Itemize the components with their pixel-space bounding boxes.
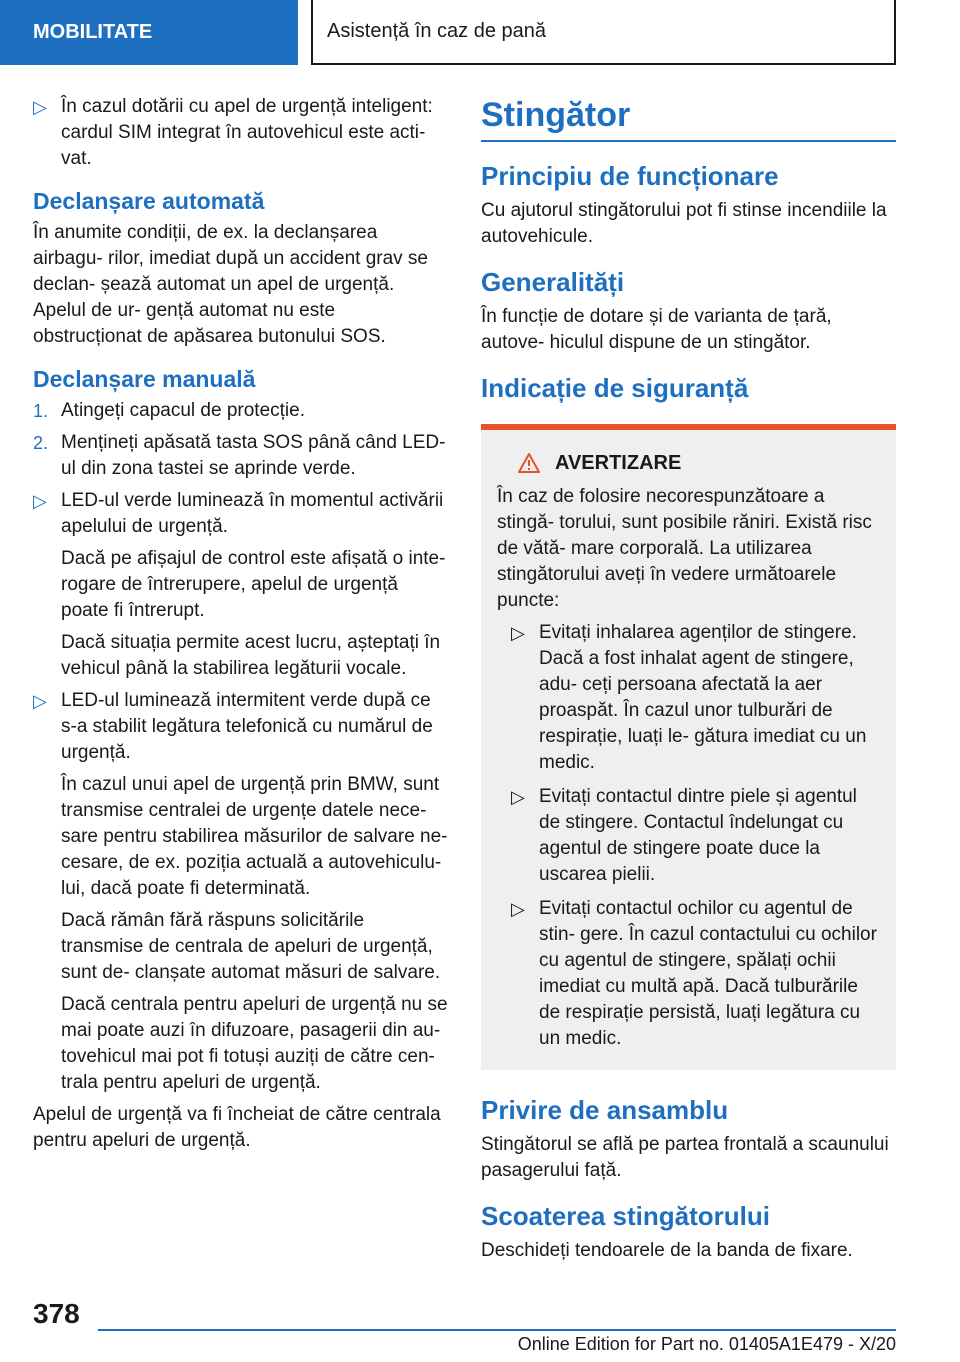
list-item: ▷ Evitați contactul dintre piele și agentul de stingere. Contactul îndelungat cu agentul de stingere poate duce la uscarea pielii. <box>511 786 857 885</box>
title-divider <box>481 140 896 142</box>
triangle-right-icon: ▷ <box>33 491 47 511</box>
list-subtext: În cazul unui apel de urgență prin BMW, sunt transmise centralei de urgențe datele nece- sare pentru stabilirea măsurilor de salvare ne- cesare, de ex. poziția actuală a autovehiculu- lui, dacă poate fi determinată. <box>61 774 448 899</box>
warning-title: AVERTIZARE <box>497 430 882 484</box>
overview-heading: Privire de ansamblu <box>481 1095 729 1125</box>
manual-heading: Declanșare manuală <box>33 366 256 392</box>
header-chapter <box>311 0 896 65</box>
footer-edition: Online Edition for Part no. 01405A1E479 - X/20 <box>517 1334 896 1354</box>
list-subtext: Dacă centrala pentru apeluri de urgență nu se mai poate auzi în difuzoare, pasagerii din au- tovehicul mai pot fi totuși auziți de către cen- trala pentru apeluri de urgență. <box>61 994 448 1093</box>
removal-text: Deschideți tendoarele de la banda de fixare. <box>481 1240 853 1261</box>
list-item: ▷ LED-ul luminează intermitent verde după ce s-a stabilit legătura telefonică cu numărul de urgență. <box>33 690 433 763</box>
safety-heading: Indicație de siguranță <box>481 373 749 403</box>
warning-text: În caz de folosire necorespunzătoare a stingă- torului, sunt posibile răniri. Există risc de vătă- mare corporală. La utilizarea stingătorului aveți în vedere următoarele puncte: <box>497 486 872 611</box>
step-2: 2. Mențineți apăsată tasta SOS până când LED- ul din zona tastei se aprinde verde. <box>33 432 446 479</box>
overview-text: Stingătorul se află pe partea frontală a scaunului pasagerului față. <box>481 1134 889 1181</box>
auto-heading: Declanșare automată <box>33 188 265 214</box>
list-subtext: Dacă situația permite acest lucru, așteptați în vehicul până la stabilirea legăturii vocale. <box>61 632 441 679</box>
list-item: ▷ În cazul dotării cu apel de urgență inteligent: cardul SIM integrat în autovehicul este acti- vat. <box>33 96 433 169</box>
closing-text: Apelul de urgență va fi încheiat de către centrala pentru apeluri de urgență. <box>33 1104 441 1151</box>
step-1: 1. Atingeți capacul de protecție. <box>33 398 448 424</box>
triangle-right-icon: ▷ <box>33 97 47 117</box>
triangle-right-icon: ▷ <box>33 691 47 711</box>
list-item: ▷ LED-ul verde luminează în momentul activării apelului de urgență. <box>33 490 444 537</box>
warning-triangle-icon <box>517 452 541 474</box>
list-item: ▷ Evitați contactul ochilor cu agentul de stin- gere. În cazul contactului cu ochilor cu agentul de stingere, spălați ochii imediat cu multă apă. Dacă tulburările de respirație persistă, luați legătura cu un medic. <box>511 898 877 1049</box>
page-number: 378 <box>33 1298 80 1329</box>
header-section <box>0 0 298 65</box>
footer-divider <box>98 1329 896 1331</box>
list-item: ▷ Evitați inhalarea agenților de stingere. Dacă a fost inhalat agent de stingere, adu- ceți persoana afectată la aer proaspăt. În cazul unor tulburări de respirație, luați le- gătura imediat cu un medic. <box>511 622 867 773</box>
page-title: Stingător <box>481 96 631 134</box>
step-number: 2. <box>33 433 49 453</box>
list-subtext: Dacă pe afișajul de control este afișată o inte- rogare de întrerupere, apelul de urgență poate fi întrerupt. <box>61 548 446 621</box>
general-text: În funcție de dotare și de varianta de țară, autove- hiculul dispune de un stingător. <box>481 306 832 353</box>
triangle-right-icon: ▷ <box>511 787 525 807</box>
chapter-label: Asistență în caz de pană <box>327 20 547 42</box>
section-label: MOBILITATE <box>33 21 153 43</box>
warning-box <box>481 424 896 1070</box>
triangle-right-icon: ▷ <box>511 899 525 919</box>
principle-heading: Principiu de funcționare <box>481 161 779 191</box>
principle-text: Cu ajutorul stingătorului pot fi stinse incendiile la autovehicule. <box>481 200 887 247</box>
right-column <box>481 94 896 1270</box>
general-heading: Generalități <box>481 267 625 297</box>
removal-heading: Scoaterea stingătorului <box>481 1201 770 1231</box>
auto-text: În anumite condiții, de ex. la declanșarea airbagu- rilor, imediat după un accident grav se declan- șează automat un apel de urgență. Apelul de ur- gență automat nu este obstrucționat de apăsarea butonului SOS. <box>33 222 429 347</box>
triangle-right-icon: ▷ <box>511 623 525 643</box>
list-subtext: Dacă rămân fără răspuns solicitările transmise de centrala de apeluri de urgență, sunt de- clanșate automat măsuri de salvare. <box>61 910 441 983</box>
left-column <box>33 94 448 1160</box>
step-number: 1. <box>33 401 49 421</box>
